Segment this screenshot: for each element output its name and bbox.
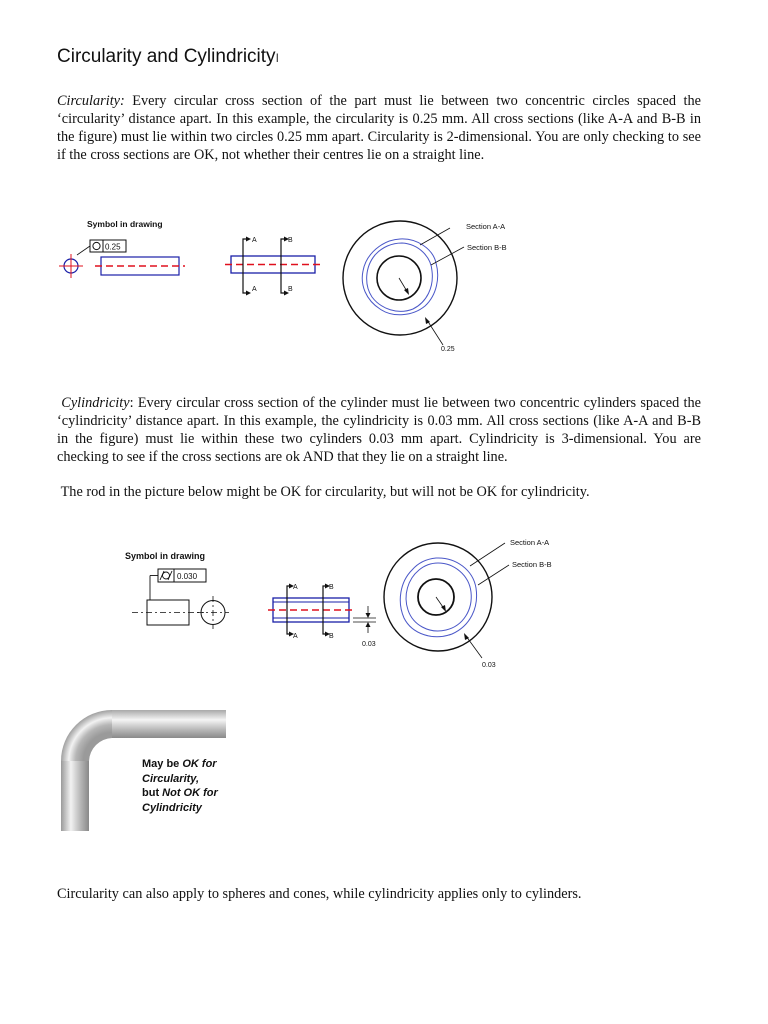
footer-sentence: Circularity can also apply to spheres and cones, while cylindricity applies only to cylinders. bbox=[57, 886, 582, 902]
section-b-bottom-2: B bbox=[329, 633, 334, 640]
section-a-bottom-2: A bbox=[293, 633, 298, 640]
section-b-top: B bbox=[288, 237, 293, 244]
dim-ring-label: 0.03 bbox=[482, 662, 496, 669]
cylindricity-text: : Every circular cross section of the cylinder must lie between two concentric cylinders spaced the ‘cylindricity’ distance apart. In this example, the cylindricity is 0.03 mm. All cross sections (like A-A and B-B in the figure) must lie within these two cylinders 0.03 mm apart. Cylindricity is 3-dimensional. You are checking to see if the cross sections are ok AND that they lie on a straight line. bbox=[57, 395, 701, 465]
circularity-text: Every circular cross section of the part must lie between two concentric circles spaced the ‘circularity’ distance apart. In this example, the circularity is 0.25 mm. All cross sections (like A-A and B-B in the figure) must lie within two circles 0.25 mm apart. Circularity is 2-dimensional. You are only checking to see if the cross sections are OK, not whether their centres lie on a straight line. bbox=[57, 93, 701, 163]
section-a-bottom: A bbox=[252, 286, 257, 293]
section-a-top-2: A bbox=[293, 584, 298, 591]
tolerance-value-2: 0.030 bbox=[177, 572, 198, 581]
section-view-2 bbox=[268, 584, 376, 649]
cross-section-ring-2 bbox=[384, 538, 552, 669]
section-a-top: A bbox=[252, 237, 257, 244]
circularity-term: Circularity: bbox=[57, 93, 125, 109]
section-b-top-2: B bbox=[329, 584, 334, 591]
label-section-bb-2: Section B-B bbox=[512, 560, 552, 569]
cylindricity-paragraph bbox=[57, 394, 701, 466]
symbol-label-2: Symbol in drawing bbox=[125, 551, 206, 561]
tolerance-value: 0.25 bbox=[105, 242, 121, 252]
section-b-bottom: B bbox=[288, 286, 293, 293]
circularity-paragraph bbox=[57, 92, 701, 164]
cylindricity-term: Cylindricity bbox=[61, 395, 130, 411]
dim-label: 0.25 bbox=[441, 346, 455, 353]
label-section-aa: Section A-A bbox=[466, 222, 506, 231]
cylindricity-figure bbox=[120, 530, 560, 675]
cross-section-ring-1 bbox=[343, 221, 507, 353]
label-section-aa-2: Section A-A bbox=[510, 538, 550, 547]
symbol-in-drawing-2 bbox=[125, 551, 229, 629]
symbol-label: Symbol in drawing bbox=[87, 219, 163, 229]
text-cursor: I bbox=[275, 51, 279, 65]
section-view-1 bbox=[225, 237, 321, 296]
bend-caption: May be OK for Circularity, but Not OK for Cylindricity bbox=[142, 758, 218, 814]
symbol-in-drawing-1 bbox=[59, 219, 185, 278]
label-section-bb: Section B-B bbox=[467, 243, 507, 252]
circularity-figure bbox=[55, 205, 507, 360]
rod-sentence: The rod in the picture below might be OK for circularity, but will not be OK for cylindricity. bbox=[60, 484, 590, 500]
page-title: Circularity and CylindricityI bbox=[57, 46, 279, 67]
dim-side-label: 0.03 bbox=[362, 641, 376, 648]
